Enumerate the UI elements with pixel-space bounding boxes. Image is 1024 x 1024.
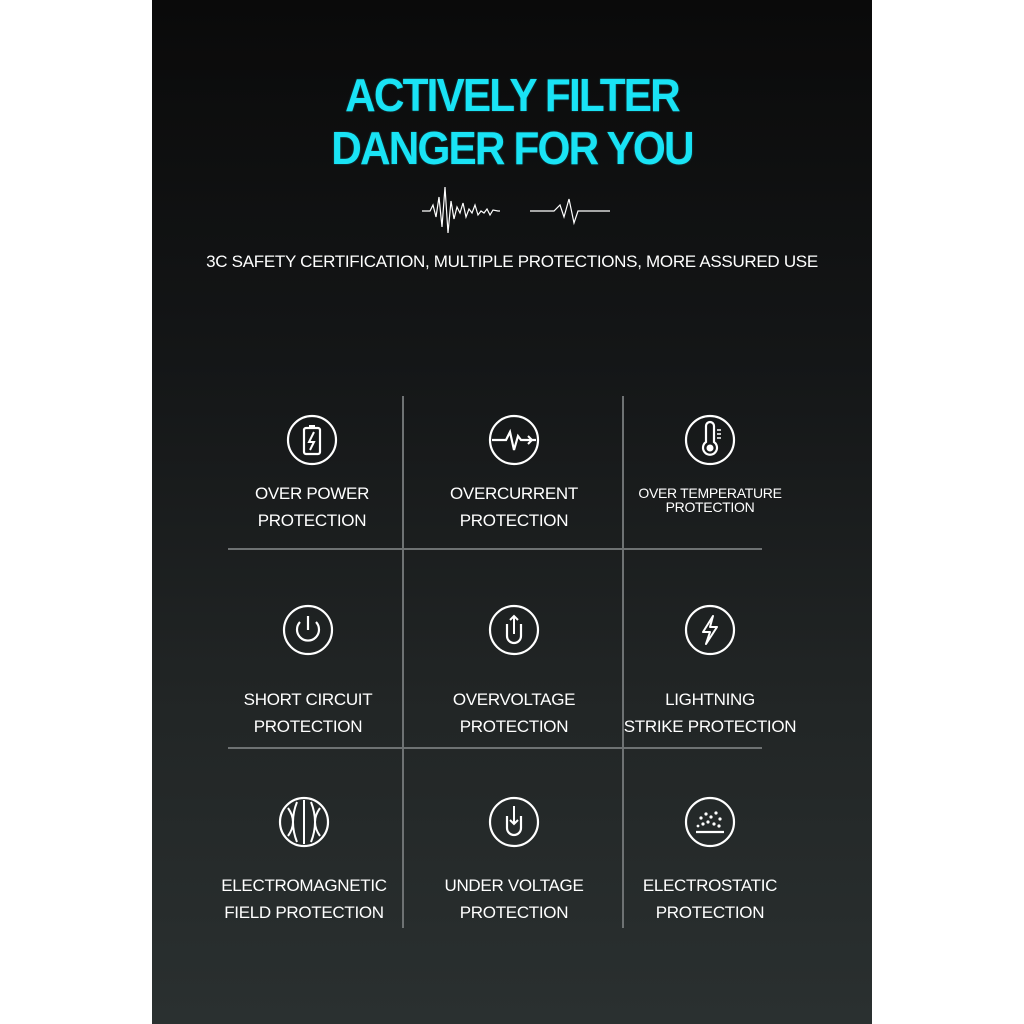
battery-icon [286,414,338,466]
feature-label-line-2: PROTECTION [459,717,569,736]
pulse-wave-icon [488,414,540,466]
feature-label-line-1: UNDER VOLTAGE [444,876,584,895]
lightning-icon [684,604,736,656]
poster [152,0,872,1024]
feature-label-line-1: OVERCURRENT [450,484,578,503]
power-icon [282,604,334,656]
subtitle: 3C SAFETY CERTIFICATION, MULTIPLE PROTECTIONS, MORE ASSURED USE [206,252,818,271]
thermometer-icon [684,414,736,466]
feature-electromagnetic-field [194,796,414,926]
headline-line-1: ACTIVELY FILTER [345,69,679,121]
up-arrow-magnet-icon [488,604,540,656]
feature-label-line-1: ELECTROMAGNETIC [221,876,387,895]
feature-label-line-1: OVER POWER [254,484,370,503]
feature-over-temperature [600,414,820,514]
headline-line-2: DANGER FOR YOU [331,122,693,174]
feature-label-line-1: OVER TEMPERATURE [638,485,782,501]
down-arrow-magnet-icon [488,796,540,848]
feature-short-circuit [198,604,418,740]
feature-lightning-strike [600,604,820,740]
feature-under-voltage [404,796,624,926]
feature-label-line-1: SHORT CIRCUIT [243,690,373,709]
grid-divider-horizontal-2 [228,747,762,749]
pulse-wave-decoration [422,183,612,239]
grid-divider-horizontal-1 [228,548,762,550]
feature-label-line-1: ELECTROSTATIC [642,876,778,895]
feature-label-line-2: STRIKE PROTECTION [623,717,797,736]
feature-label-line-2: PROTECTION [459,511,569,530]
feature-label-line-2: PROTECTION [665,499,755,515]
feature-label-line-2: PROTECTION [253,717,363,736]
electrostatic-icon [684,796,736,848]
feature-overvoltage [404,604,624,740]
feature-label-line-1: OVERVOLTAGE [452,690,576,709]
feature-label-line-1: LIGHTNING [665,690,755,709]
feature-overcurrent [404,414,624,534]
feature-label-line-2: FIELD PROTECTION [224,903,384,922]
feature-label-line-2: PROTECTION [655,903,765,922]
feature-label-line-2: PROTECTION [257,511,367,530]
feature-over-power [202,414,422,534]
electromagnetic-icon [278,796,330,848]
feature-label-line-2: PROTECTION [459,903,569,922]
feature-electrostatic [600,796,820,926]
